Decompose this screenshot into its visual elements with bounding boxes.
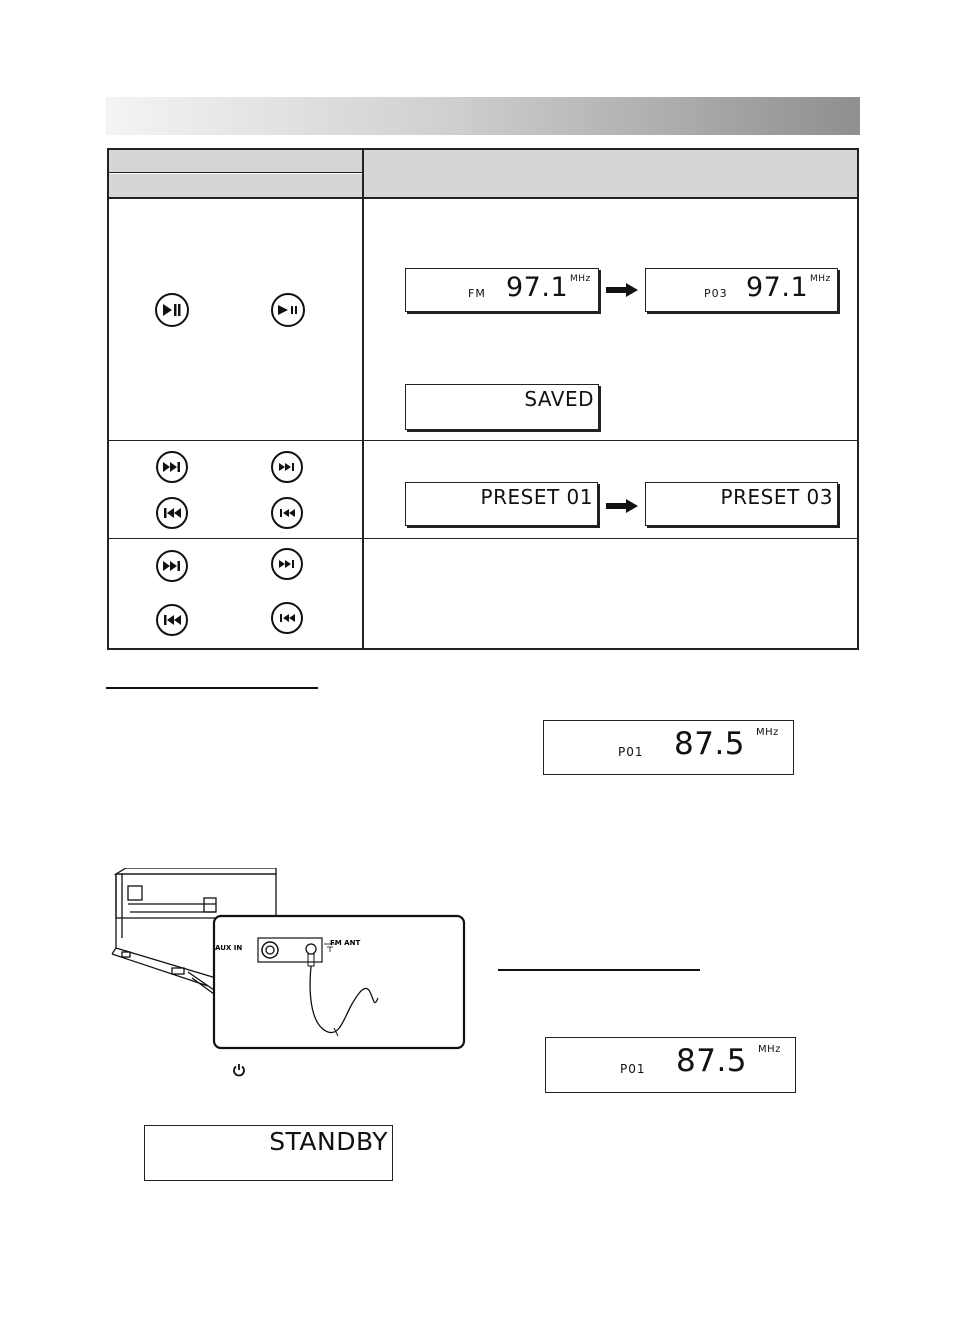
lcd-display-preset-03: PRESET 03 [645,482,838,526]
lcd-display-preset-01: PRESET 01 [405,482,598,526]
skip-forward-icon[interactable] [156,550,188,582]
table-header-cell-bottom [108,174,362,197]
section-header-bar [106,97,860,135]
skip-forward-icon[interactable] [271,548,303,580]
skip-forward-icon[interactable] [271,451,303,483]
skip-back-icon[interactable] [271,497,303,529]
play-pause-icon[interactable] [271,293,305,327]
play-pause-icon[interactable] [155,293,189,327]
skip-back-icon[interactable] [156,604,188,636]
radio-antenna-diagram [108,868,470,1054]
table-header-cell-right [364,150,858,197]
arrow-right-icon [606,283,638,297]
lcd-display-saved: SAVED [405,384,599,430]
arrow-right-icon [606,499,638,513]
aux-in-label: AUX IN [215,944,243,952]
skip-forward-icon[interactable] [156,451,188,483]
table-header-cell-top [108,150,362,172]
section-heading-underline [498,969,700,971]
fm-ant-label: FM ANT [330,939,361,947]
power-icon [232,1063,246,1077]
lcd-display-fm: FM 97.1 MHz [405,268,599,312]
skip-back-icon[interactable] [156,497,188,529]
lcd-display-p01-lower: P01 87.5 MHz [545,1037,796,1093]
lcd-display-standby: STANDBY [144,1125,393,1181]
skip-back-icon[interactable] [271,602,303,634]
lcd-display-p01-upper: P01 87.5 MHz [543,720,794,775]
lcd-display-preset: P03 97.1 MHz [645,268,838,312]
section-heading-underline [106,687,318,689]
